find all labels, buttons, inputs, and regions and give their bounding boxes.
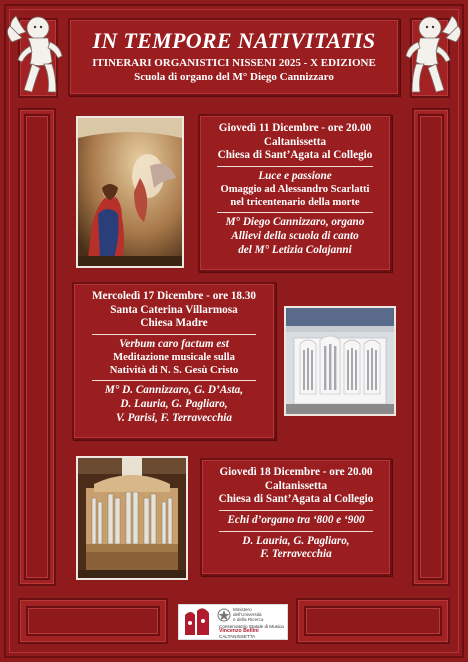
event2-program-title: Verbum caro factum est — [119, 337, 229, 350]
event1-performer-line3: del M° Letizia Colajanni — [238, 243, 352, 256]
event3-program-title: Echi d’organo tra ‘800 e ‘900 — [227, 513, 365, 526]
bottom-right-inner — [304, 606, 442, 636]
cherub-left-icon — [4, 6, 66, 98]
event2-program-line2: Natività di N. S. Gesù Cristo — [109, 364, 239, 376]
page-title: IN TEMPORE NATIVITATIS — [92, 28, 376, 53]
logo-text-4: Conservatorio Statale di Musica — [219, 624, 284, 629]
header-school: Scuola di organo del M° Diego Cannizzaro — [134, 71, 334, 84]
event3-venue: Chiesa di Sant’Agata al Collegio — [218, 493, 374, 506]
event2-performer-line3: V. Parisi, F. Terravecchia — [115, 411, 233, 424]
event1-program-line1: Omaggio ad Alessandro Scarlatti — [220, 183, 370, 195]
footer-logos — [178, 604, 288, 640]
right-column-inner — [418, 114, 444, 580]
divider — [217, 166, 373, 167]
ministry-logo-icon — [181, 607, 215, 637]
event1-panel — [198, 114, 392, 272]
event3-panel — [200, 458, 392, 576]
event1-city: Caltanissetta — [263, 135, 327, 148]
logo-text-3: e della Ricerca — [233, 617, 264, 622]
event1-program-line2: nel tricentenario della morte — [230, 196, 360, 208]
event1-date: Giovedì 11 Dicembre - ore 20.00 — [218, 122, 372, 134]
event2-panel — [72, 282, 276, 440]
left-column-inner — [24, 114, 50, 580]
annunciation-painting — [76, 116, 184, 268]
logo-text-2: dell’Università — [233, 612, 262, 617]
divider — [219, 531, 373, 532]
event2-program-line1: Meditazione musicale sulla — [113, 351, 235, 363]
event1-performer-line1: M° Diego Cannizzaro, organo — [225, 216, 365, 229]
event2-city: Santa Caterina Villarmosa — [110, 303, 238, 316]
divider — [92, 380, 256, 381]
divider — [217, 212, 373, 213]
event1-venue: Chiesa di Sant’Agata al Collegio — [217, 149, 373, 162]
header-subtitle: ITINERARI ORGANISTICI NISSENI 2025 - X EDIZIONE — [92, 56, 376, 69]
divider — [219, 510, 373, 511]
event2-performer-line2: D. Lauria, G. Pagliaro, — [120, 398, 228, 411]
event2-performer-line1: M° D. Cannizzaro, G. D’Asta, — [104, 384, 244, 397]
logo-text-5: Vincenzo Bellini — [219, 628, 259, 635]
logo-text-6: CALTANISSETTA — [219, 634, 256, 640]
logo-text-1: Ministero — [233, 607, 252, 612]
divider — [92, 334, 256, 335]
bottom-left-inner — [26, 606, 160, 636]
header-panel — [68, 18, 400, 96]
conservatory-emblem-icon — [217, 608, 231, 622]
event1-program-title: Luce e passione — [258, 169, 332, 182]
event3-performer-line2: F. Terravecchia — [260, 548, 332, 561]
organ-photo-gold — [76, 456, 188, 580]
event3-date: Giovedì 18 Dicembre - ore 20.00 — [219, 466, 373, 478]
cherub-right-icon — [402, 6, 464, 98]
organ-photo-white — [284, 306, 396, 416]
event1-performer-line2: Allievi della scuola di canto — [231, 230, 359, 243]
event3-city: Caltanissetta — [264, 479, 328, 492]
event2-venue: Chiesa Madre — [140, 317, 208, 330]
event2-date: Mercoledì 17 Dicembre - ore 18.30 — [91, 290, 257, 302]
event3-performer-line1: D. Lauria, G. Pagliaro, — [242, 534, 350, 547]
